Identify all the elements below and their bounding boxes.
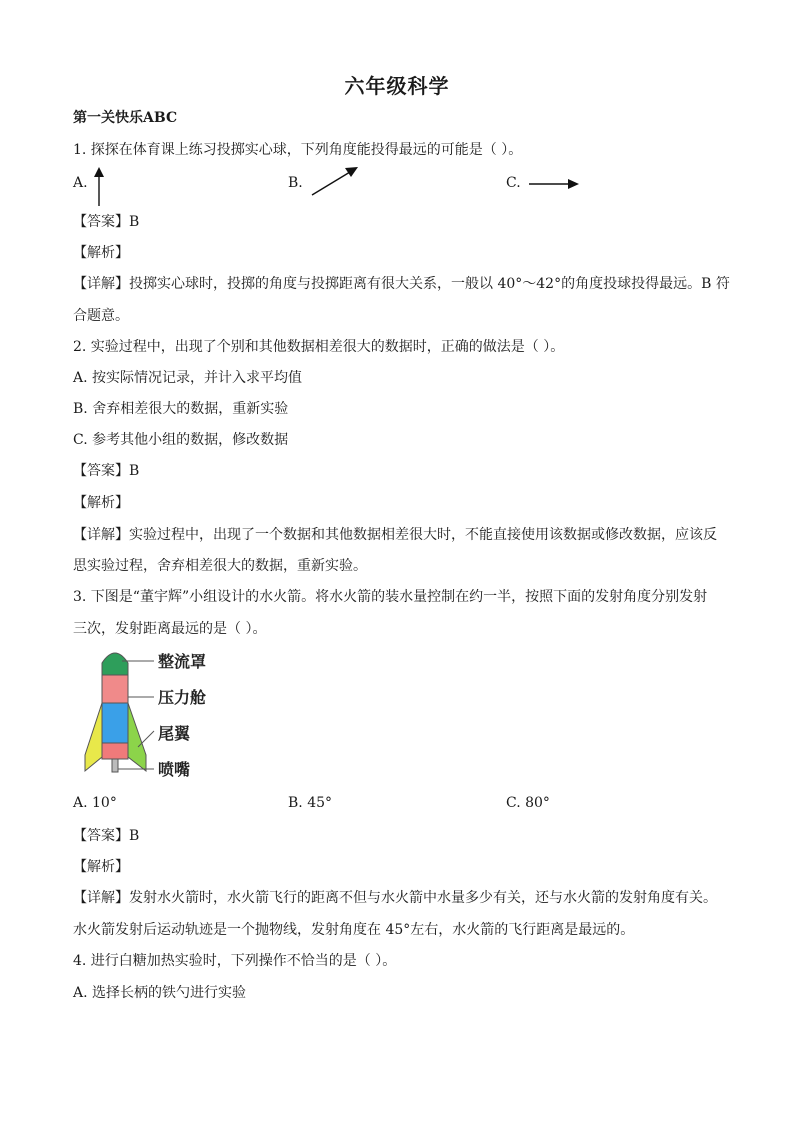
question-1-answer: 【答案】B [73,214,140,230]
section-heading: 第一关快乐ABC [73,110,178,126]
arrow-right-icon [528,176,580,192]
nose-cone [102,653,128,675]
question-4-stem: 4. 进行白糖加热实验时，下列操作不恰当的是（ ）。 [73,953,397,969]
question-2-option-b: B. 舍弃相差很大的数据，重新实验 [73,401,289,417]
nozzle [112,759,118,772]
question-3-detail-line-1: 【详解】发射水火箭时，水火箭飞行的距离不但与水火箭中水量多少有关，还与水火箭的发射角度有关。 [73,890,717,906]
upper-segment [102,675,128,703]
label-fin: 尾翼 [158,724,191,743]
water-rocket-figure [82,645,222,780]
page-title: 六年级科学 [344,74,450,98]
option-b [288,175,303,191]
question-4-option-a: A. 选择长柄的铁勺进行实验 [73,985,247,1001]
question-1-stem: 1. 探探在体育课上练习投掷实心球，下列角度能投得最远的可能是（ ）。 [73,142,523,158]
question-2-stem: 2. 实验过程中，出现了个别和其他数据相差很大的数据时，正确的做法是（ ）。 [73,339,565,355]
lower-segment [102,743,128,759]
question-3-analysis: 【解析】 [73,859,129,875]
question-3-detail-line-2: 水火箭发射后运动轨迹是一个抛物线，发射角度在 45°左右，水火箭的飞行距离是最远的。 [73,922,635,938]
question-2-analysis: 【解析】 [73,495,129,511]
question-3-stem-line-2: 三次，发射距离最远的是（ ）。 [73,621,267,637]
label-pressure-chamber: 压力舱 [158,688,207,707]
arrow-up-icon [91,167,107,207]
question-3-answer: 【答案】B [73,828,140,844]
pressure-chamber [102,703,128,743]
question-2-detail-line-1: 【详解】实验过程中，出现了一个数据和其他数据相差很大时，不能直接使用该数据或修改数据，应该反 [73,527,717,543]
option-c-label: C. [506,175,521,191]
option-b-label: B. [288,175,303,191]
question-3-option-b: B. 45° [288,795,333,811]
question-1-analysis: 【解析】 [73,245,129,261]
arrow-diagonal-icon [310,165,360,197]
label-fairing: 整流罩 [158,652,207,671]
question-2-answer: 【答案】B [73,463,140,479]
question-1-detail-line-2: 合题意。 [73,308,129,324]
left-fin [85,703,102,771]
label-nozzle: 喷嘴 [158,760,191,779]
right-fin [128,703,146,771]
question-2-option-a: A. 按实际情况记录，并计入求平均值 [73,370,303,386]
question-1-options [73,167,713,207]
question-3-stem-line-1: 3. 下图是“董宇辉”小组设计的水火箭。将水火箭的装水量控制在约一半，按照下面的发射角度分别发射 [73,589,708,605]
question-3-option-c: C. 80° [506,795,550,811]
question-1-detail-line-1: 【详解】投掷实心球时，投掷的角度与投掷距离有很大关系，一般以 40°～42°的角度投球投得最远。B 符 [73,276,730,292]
option-a [73,175,88,191]
option-c [506,175,521,191]
option-a-label: A. [73,175,88,191]
water-rocket-illustration [82,645,222,780]
question-2-detail-line-2: 思实验过程，舍弃相差很大的数据，重新实验。 [73,558,367,574]
question-2-option-c: C. 参考其他小组的数据，修改数据 [73,432,289,448]
question-3-option-a: A. 10° [73,795,117,811]
